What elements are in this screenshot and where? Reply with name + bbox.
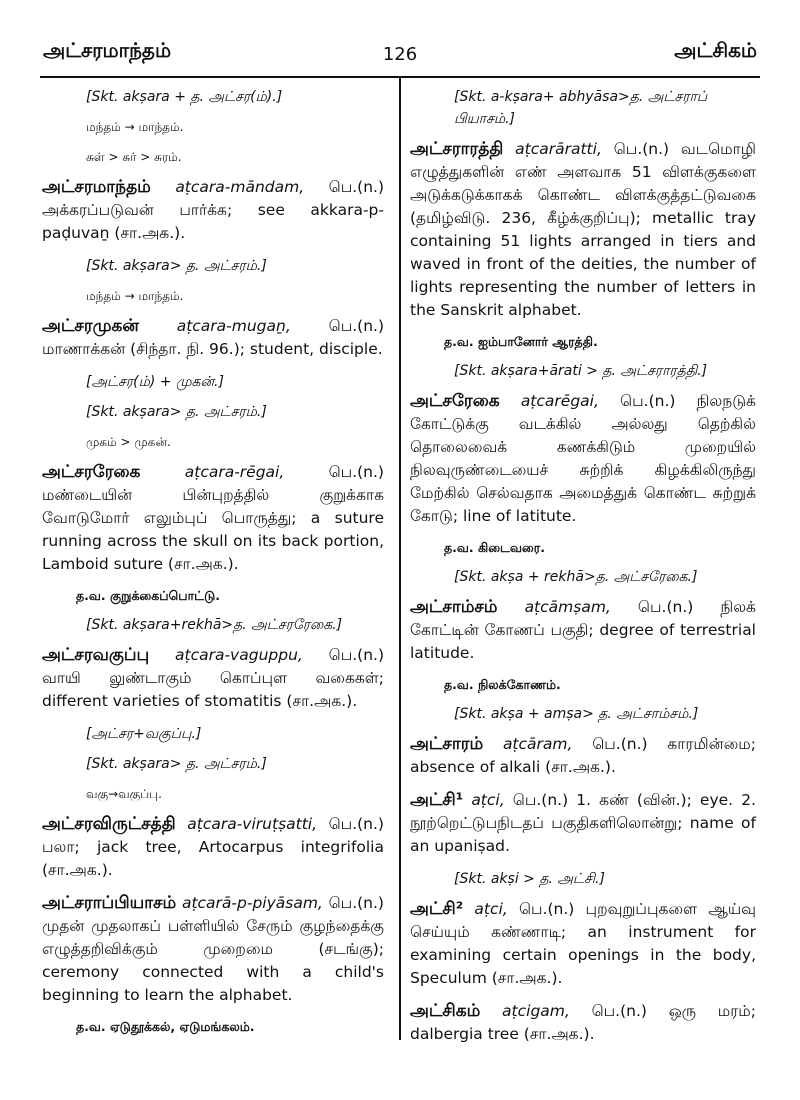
right-column xyxy=(410,86,756,1056)
etymology-note: [Skt. a-kṣara+ abhyāsa>த. அட்சராப் பியாசம்.] xyxy=(454,89,708,127)
etymology-note: [Skt. akṣara + த. அட்சர(ம்).] xyxy=(86,89,283,105)
tamil-equivalent: த.வ. கிடைவரை. xyxy=(444,540,545,555)
tamil-equivalent: த.வ. நிலக்கோணம். xyxy=(444,677,561,692)
definition: பெ.(n.) புறவுறுப்புகளை ஆய்வு செய்யும் கண்ணாடி; an instrument for examining certain openings in the body, Speculum (சா.அக.). xyxy=(410,900,756,987)
transliteration: aṭcara-vaguppu, xyxy=(175,646,303,664)
headword: அட்சரமுகன் xyxy=(42,316,139,336)
transliteration: aṭcara-mugaṉ, xyxy=(176,317,291,335)
dictionary-entry xyxy=(410,898,756,990)
dictionary-entry xyxy=(410,138,756,322)
dictionary-entry xyxy=(410,596,756,665)
definition: பெ.(n.) காரமின்மை; absence of alkali (சா.அக.). xyxy=(410,735,756,776)
etymology-note: [Skt. akṣara> த. அட்சரம்.] xyxy=(86,756,267,772)
etymology-note: [அட்சர(ம்) + முகன்.] xyxy=(86,374,224,390)
transliteration: aṭcarā-p-piyāsam, xyxy=(181,894,323,912)
headword: அட்சரவகுப்பு xyxy=(42,645,150,665)
dictionary-entry xyxy=(42,461,384,576)
left-column xyxy=(42,86,384,1045)
headword: அட்சரரேகை xyxy=(42,462,141,482)
definition: பெ.(n.) மண்டையின் பின்புறத்தில் குறுக்காக வோடுமோர் எலும்புப் பொருத்து; a suture running across the skull on its back portion, Lamboid suture (சா.அக.). xyxy=(42,463,384,573)
derivation-note: சுள் > சுர் > சுரம். xyxy=(86,150,182,164)
headword: அட்சாரம் xyxy=(410,734,484,754)
transliteration: aṭcarāratti, xyxy=(515,140,602,158)
dictionary-entry xyxy=(42,892,384,1007)
etymology-note: [Skt. akṣara> த. அட்சரம்.] xyxy=(86,404,267,420)
dictionary-entry xyxy=(410,390,756,528)
headword: அட்சிகம் xyxy=(410,1001,481,1021)
definition: பெ.(n.) நிலநடுக் கோட்டுக்கு வடக்கில் அல்லது தெற்கில் தொலைவைக் கணக்கிடும் முறையில் நிலவுருண்டையைச் சுற்றிக் கிழக்கிலிருந்து மேற்கில் செல்வதாக அமைத்துக் கொண்ட சுற்றுக் கோடு; line of latitute. xyxy=(410,392,756,525)
etymology-note: [Skt. akṣa + rekhā>த. அட்சரேகை.] xyxy=(454,569,698,585)
derivation-note: மந்தம் → மாந்தம். xyxy=(86,120,184,134)
dictionary-entry xyxy=(410,733,756,779)
dictionary-entry xyxy=(42,813,384,882)
headword: அட்சி¹ xyxy=(410,790,464,810)
definition: பெ.(n.) 1. கண் (வின்.); eye. 2. நூற்றெட்டுபநிடதப் பகுதிகளிலொன்று; name of an upaniṣad. xyxy=(410,791,756,855)
transliteration: aṭci, xyxy=(474,900,508,918)
headword: அட்சரேகை xyxy=(410,391,500,411)
headword: அட்சரவிருட்சத்தி xyxy=(42,814,176,834)
transliteration: aṭcara-rēgai, xyxy=(184,463,285,481)
derivation-note: வகு→வகுப்பு. xyxy=(86,787,162,801)
transliteration: aṭcara-māndam, xyxy=(175,178,305,196)
dictionary-entry xyxy=(42,644,384,713)
headword: அட்சி² xyxy=(410,899,464,919)
derivation-note: முகம் > முகன். xyxy=(86,435,171,449)
dictionary-entry xyxy=(42,315,384,361)
transliteration: aṭci, xyxy=(471,791,505,809)
etymology-note: [Skt. akṣi > த. அட்சி.] xyxy=(454,871,605,887)
etymology-note: [Skt. akṣara+rekhā>த. அட்சரரேகை.] xyxy=(86,617,343,633)
definition: பெ.(n.) வாயி லுண்டாகும் கொப்புள வகைகள்; different varieties of stomatitis (சா.அக.). xyxy=(42,646,384,710)
etymology-note: [Skt. akṣa + amṣa> த. அட்சாம்சம்.] xyxy=(454,706,699,722)
headword: அட்சராரத்தி xyxy=(410,139,504,159)
transliteration: aṭcigam, xyxy=(502,1002,570,1020)
etymology-note: [Skt. akṣara+ārati > த. அட்சராரத்தி.] xyxy=(454,363,708,379)
column-divider xyxy=(399,78,401,1040)
transliteration: aṭcara-viruṭṣatti, xyxy=(187,815,318,833)
derivation-note: மந்தம் → மாந்தம். xyxy=(86,289,184,303)
definition: பெ.(n.) மாணாக்கன் (சிந்தா. நி. 96.); student, disciple. xyxy=(42,317,384,358)
etymology-note: [அட்சர+வகுப்பு.] xyxy=(86,726,202,742)
tamil-equivalent: த.வ. குறுக்கைப்பொட்டு. xyxy=(76,588,220,603)
definition: பெ.(n.) முதன் முதலாகப் பள்ளியில் சேரும் குழந்தைக்கு எழுத்தறிவிக்கும் முறைமை (சடங்கு); ceremony connected with a child's beginning to learn the alphabet. xyxy=(42,894,384,1004)
headword: அட்சராப்பியாசம் xyxy=(42,893,177,913)
tamil-equivalent: த.வ. ஏடுதூக்கல், ஏடுமங்கலம். xyxy=(76,1019,255,1034)
tamil-equivalent: த.வ. ஐம்பானோர் ஆரத்தி. xyxy=(444,334,598,349)
dictionary-entry xyxy=(410,789,756,858)
definition: பெ.(n.) அக்கரப்படுவன் பார்க்க; see akkara-p-paḍuvaṉ (சா.அக.). xyxy=(42,178,384,242)
headword: அட்சரமாந்தம் xyxy=(42,177,151,197)
dictionary-entry xyxy=(42,176,384,245)
definition: பெ.(n.) வடமொழி எழுத்துகளின் எண் அளவாக 51 விளக்குகளை அடுக்கடுக்காகக் கொண்ட விளக்குத்தட்டுவகை (தமிழ்விடு. 236, கீழ்க்குறிப்பு); metallic tray containing 51 lights arranged in tiers and waved in front of the deities, the number of lights representing the number of letters in the Sanskrit alphabet. xyxy=(410,140,756,319)
header-right-guideword: அட்சிகம் xyxy=(674,38,757,62)
definition: பெ.(n.) நிலக் கோட்டின் கோணப் பகுதி; degree of terrestrial latitude. xyxy=(410,598,756,662)
definition: பெ.(n.) ஒரு மரம்; dalbergia tree (சா.அக.). xyxy=(410,1002,756,1043)
page-number: 126 xyxy=(382,44,418,65)
transliteration: aṭcāmṣam, xyxy=(524,598,611,616)
etymology-note: [Skt. akṣara> த. அட்சரம்.] xyxy=(86,258,267,274)
transliteration: aṭcarēgai, xyxy=(520,392,599,410)
definition: பெ.(n.) பலா; jack tree, Artocarpus integrifolia (சா.அக.). xyxy=(42,815,384,879)
header-left-guideword: அட்சரமாந்தம் xyxy=(43,38,172,62)
headword: அட்சாம்சம் xyxy=(410,597,498,617)
dictionary-entry xyxy=(410,1000,756,1046)
transliteration: aṭcāram, xyxy=(502,735,573,753)
